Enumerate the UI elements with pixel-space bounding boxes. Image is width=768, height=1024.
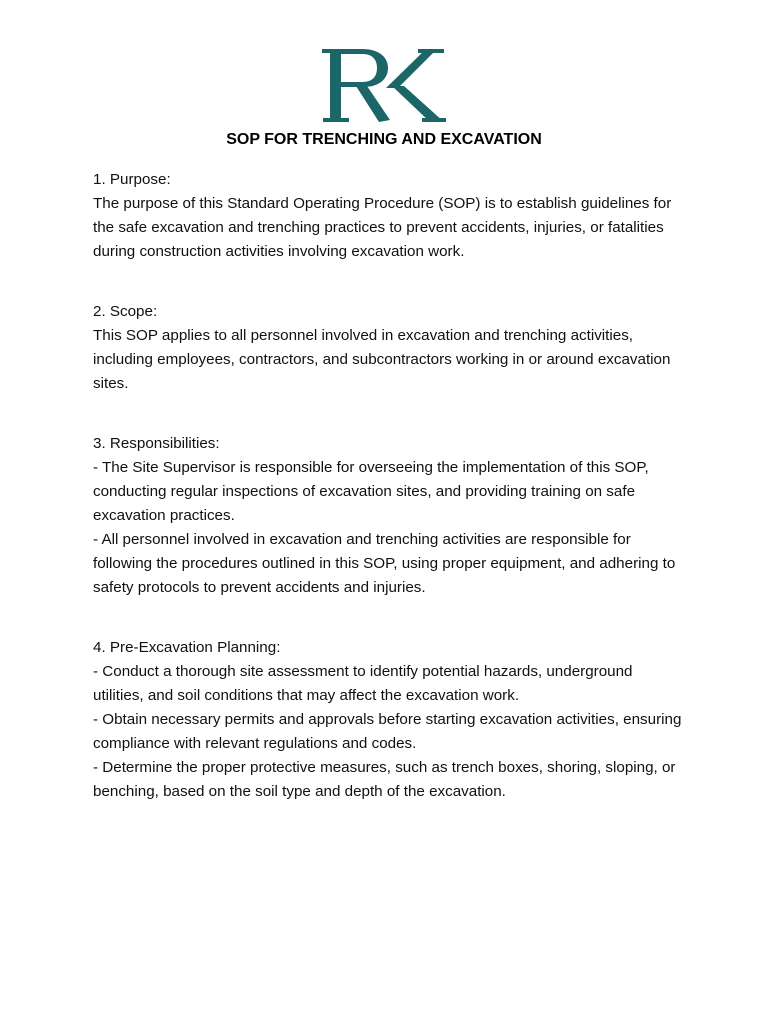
section-heading-purpose: 1. Purpose: bbox=[93, 171, 171, 188]
section-spacer bbox=[93, 396, 683, 432]
purpose-paragraph: The purpose of this Standard Operating Procedure (SOP) is to establish guidelines for the safe excavation and trenching practices to prevent accidents, injuries, or fatalities during construction activities involving excavation work. bbox=[93, 195, 672, 260]
section-heading-responsibilities: 3. Responsibilities: bbox=[93, 435, 220, 452]
company-logo bbox=[322, 46, 446, 126]
responsibility-item: - All personnel involved in excavation and trenching activities are responsible for following the procedures outlined in this SOP, using proper equipment, and adhering to safety protocols to prevent accidents and injuries. bbox=[93, 531, 676, 596]
rk-logo-icon bbox=[322, 46, 446, 126]
section-spacer bbox=[93, 264, 683, 300]
section-spacer bbox=[93, 600, 683, 636]
planning-item: - Obtain necessary permits and approvals before starting excavation activities, ensuring compliance with relevant regulations and codes. bbox=[93, 711, 682, 752]
planning-item: - Conduct a thorough site assessment to identify potential hazards, underground utilities, and soil conditions that may affect the excavation work. bbox=[93, 663, 633, 704]
section-heading-pre-excavation-planning: 4. Pre-Excavation Planning: bbox=[93, 639, 281, 656]
section-heading-scope: 2. Scope: bbox=[93, 303, 158, 320]
scope-paragraph: This SOP applies to all personnel involved in excavation and trenching activities, including employees, contractors, and subcontractors working in or around excavation sites. bbox=[93, 327, 671, 392]
document-title: SOP FOR TRENCHING AND EXCAVATION bbox=[226, 131, 542, 148]
responsibility-item: - The Site Supervisor is responsible for overseeing the implementation of this SOP, conducting regular inspections of excavation sites, and providing training on safe excavation practices. bbox=[93, 459, 649, 524]
document-body bbox=[93, 168, 683, 804]
planning-item: - Determine the proper protective measures, such as trench boxes, shoring, sloping, or benching, based on the soil type and depth of the excavation. bbox=[93, 759, 676, 800]
